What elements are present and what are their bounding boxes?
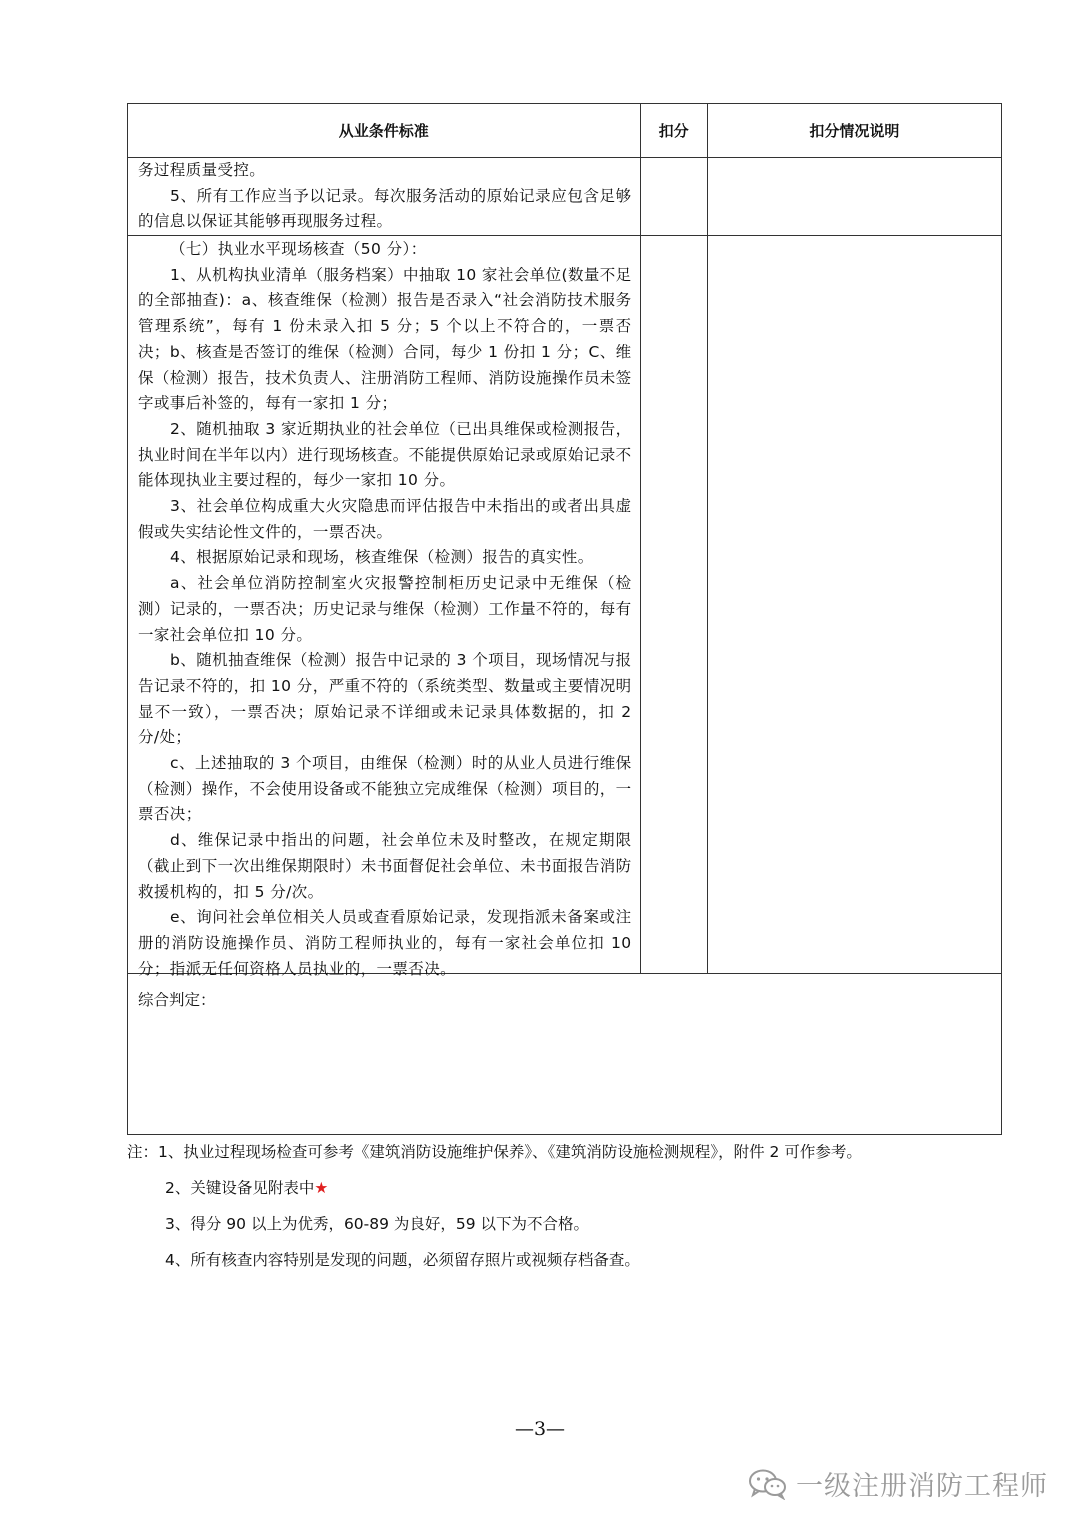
paragraph: 5、所有工作应当予以记录。每次服务活动的原始记录应包含足够的信息以保证其能够再现服务过程。 <box>138 186 632 231</box>
note-4: 4、所有核查内容特别是发现的问题，必须留存照片或视频存档备查。 <box>165 1251 640 1269</box>
wechat-icon <box>748 1468 788 1500</box>
deduction-cell <box>640 236 707 974</box>
summary-label: 综合判定： <box>138 991 216 1009</box>
paragraph: 4、根据原始记录和现场，核查维保（检测）报告的真实性。 <box>170 548 594 567</box>
paragraph: a、社会单位消防控制室火灾报警控制柜历史记录中无维保（检测）记录的，一票否决；历史记录与维保（检测）工作量不符的，每有一家社会单位扣 10 分。 <box>138 574 632 644</box>
table-row <box>128 236 1002 974</box>
note-3: 3、得分 90 以上为优秀，60-89 为良好，59 以下为不合格。 <box>165 1215 590 1233</box>
page-number: —3— <box>514 1418 566 1440</box>
paragraph: e、询问社会单位相关人员或查看原始记录，发现指派未备案或注册的消防设施操作员、消防工程师执业的，每有一家社会单位扣 10 分；指派无任何资格人员执业的，一票否决。 <box>138 908 632 978</box>
summary-cell <box>128 974 1002 1135</box>
note-1: 注：1、执业过程现场检查可参考《建筑消防设施维护保养》、《建筑消防设施检测规程》，附件 2 可作参考。 <box>127 1143 862 1161</box>
paragraph: c、上述抽取的 3 个项目，由维保（检测）时的从业人员进行维保（检测）操作，不会使用设备或不能独立完成维保（检测）项目的，一票否决； <box>138 754 632 824</box>
deduction-notes-cell <box>707 158 1001 236</box>
notes-section <box>127 1138 947 1274</box>
watermark-text: 一级注册消防工程师 <box>796 1471 1048 1502</box>
deduction-notes-cell <box>707 236 1001 974</box>
assessment-table <box>127 103 1002 1135</box>
paragraph: 2、随机抽取 3 家近期执业的社会单位（已出具维保或检测报告，执业时间在半年以内）进行现场核查。不能提供原始记录或原始记录不能体现执业主要过程的，每少一家扣 10 分。 <box>138 419 632 490</box>
header-deduction: 扣分 <box>640 104 707 158</box>
note-2-text: 2、关键设备见附表中 <box>165 1179 315 1197</box>
standard-cell <box>128 158 641 236</box>
paragraph: 务过程质量受控。 <box>138 161 266 179</box>
deduction-cell <box>640 158 707 236</box>
table-row <box>128 158 1002 236</box>
paragraph: b、随机抽查维保（检测）报告中记录的 3 个项目，现场情况与报告记录不符的，扣 10 分，严重不符的（系统类型、数量或主要情况明显不一致），一票否决；原始记录不详细或未记录具体数据的，扣 2 分/处； <box>138 651 632 747</box>
paragraph: 3、社会单位构成重大火灾隐患而评估报告中未指出的或者出具虚假或失实结论性文件的，一票否决。 <box>138 497 632 541</box>
watermark <box>748 1464 1048 1503</box>
header-standard: 从业条件标准 <box>128 104 641 158</box>
standard-cell <box>128 236 641 978</box>
summary-row <box>128 974 1002 1135</box>
note-2 <box>127 1174 947 1202</box>
table-header-row <box>128 104 1002 158</box>
section-heading: （七）执业水平现场核查（50 分）： <box>170 240 427 258</box>
paragraph: d、维保记录中指出的问题，社会单位未及时整改，在规定期限（截止到下一次出维保期限时）未书面督促社会单位、未书面报告消防救援机构的，扣 5 分/次。 <box>138 831 632 901</box>
header-deduction-notes: 扣分情况说明 <box>707 104 1001 158</box>
star-icon: ★ <box>314 1179 329 1197</box>
paragraph: 1、从机构执业清单（服务档案）中抽取 10 家社会单位(数量不足的全部抽查)：a、核查维保（检测）报告是否录入“社会消防技术服务管理系统”，每有 1 份未录入扣 5 分；5 个以上不符合的，一票否决；b、核查是否签订的维保（检测）合同，每少 1 份扣 1 分；C、维保（检测）报告，技术负责人、注册消防工程师、消防设施操作员未签字或事后补签的，每有一家扣 1 分； <box>138 265 632 413</box>
